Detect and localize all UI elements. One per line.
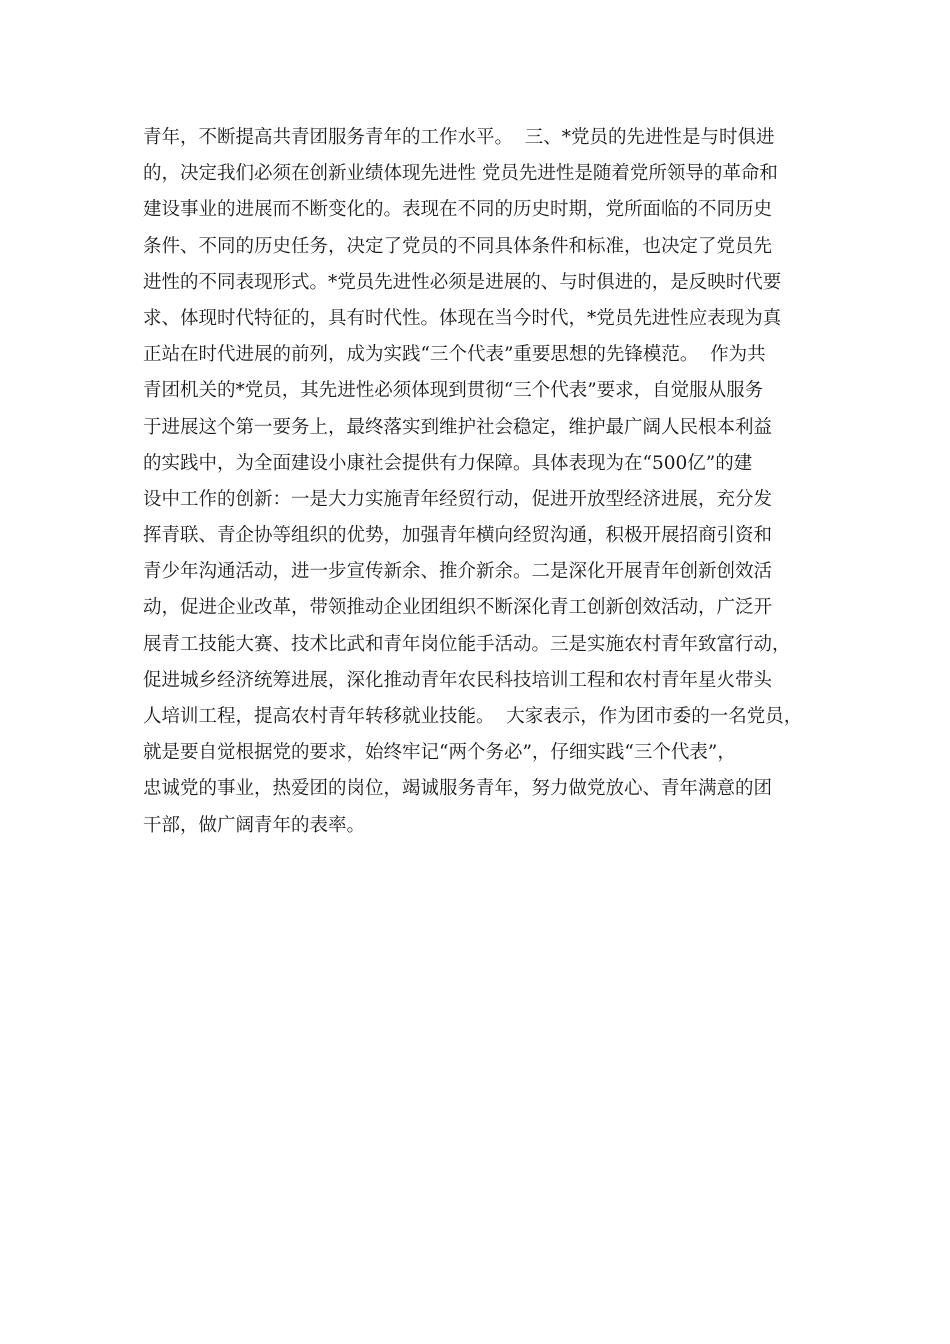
text-line: 的，决定我们必须在创新业绩体现先进性 党员先进性是随着党所领导的革命和: [143, 163, 778, 185]
text-line: 促进城乡经济统筹进展，深化推动青年农民科技培训工程和农村青年星火带头: [143, 669, 773, 691]
text-line: 青年，不断提高共青团服务青年的工作水平。 三、*党员的先进性是与时俱进: [143, 127, 775, 148]
text-line: 动，促进企业改革，带领推动企业团组织不断深化青工创新创效活动，广泛开: [143, 597, 773, 619]
text-line: 人培训工程，提高农村青年转移就业技能。 大家表示，作为团市委的一名党员，: [143, 706, 803, 727]
text-line: 挥青联、青企协等组织的优势，加强青年横向经贸沟通，积极开展招商引资和: [143, 525, 773, 547]
body-text: [143, 120, 833, 844]
text-line: 进性的不同表现形式。*党员先进性必须是进展的、与时俱进的，是反映时代要: [143, 271, 782, 293]
text-line: 正站在时代进展的前列，成为实践“三个代表”重要思想的先锋模范。 作为共: [143, 344, 766, 366]
text-line: 就是要自觉根据党的要求，始终牢记“两个务必”，仔细实践“三个代表”，: [143, 742, 736, 764]
text-line: 展青工技能大赛、技术比武和青年岗位能手活动。三是实施农村青年致富行动，: [143, 633, 791, 655]
text-line: 青少年沟通活动，进一步宣传新余、推介新余。二是深化开展青年创新创效活: [143, 561, 773, 583]
text-line: 干部，做广阔青年的表率。: [143, 814, 366, 836]
text-line: 求、体现时代特征的，具有时代性。体现在当今时代，*党员先进性应表现为真: [143, 307, 782, 329]
text-line: 条件、不同的历史任务，决定了党员的不同具体条件和标准，也决定了党员先: [143, 235, 773, 257]
text-line: 的实践中，为全面建设小康社会提供有力保障。具体表现为在“500亿”的建: [143, 452, 753, 474]
text-line: 建设事业的进展而不断变化的。表现在不同的历史时期，党所面临的不同历史: [143, 199, 773, 221]
text-line: 设中工作的创新：一是大力实施青年经贸行动，促进开放型经济进展，充分发: [143, 488, 773, 510]
text-line: 于进展这个第一要务上，最终落实到维护社会稳定，维护最广阔人民根本利益: [143, 416, 773, 438]
text-line: 忠诚党的事业，热爱团的岗位，竭诚服务青年，努力做党放心、青年满意的团: [143, 778, 773, 800]
text-line: 青团机关的*党员，其先进性必须体现到贯彻“三个代表”要求，自觉服从服务: [143, 380, 764, 402]
